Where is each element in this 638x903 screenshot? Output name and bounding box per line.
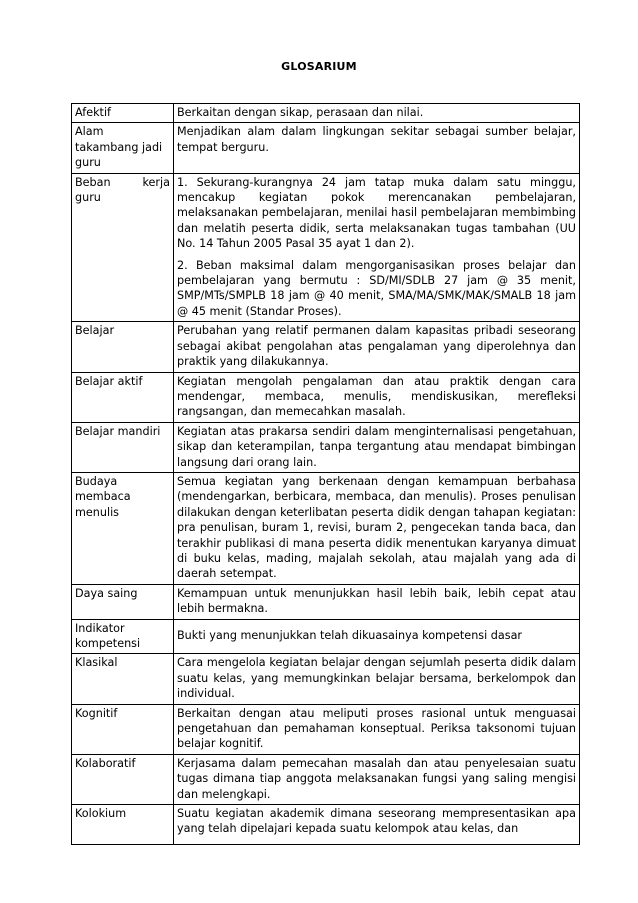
term-line [75, 175, 170, 190]
glossary-definition: Menjadikan alam dalam lingkungan sekitar sebagai sumber belajar, tempat berguru. [174, 123, 580, 173]
numbered-list [177, 175, 576, 320]
glossary-table [71, 103, 580, 845]
glossary-term: Alam takambang jadi guru [72, 123, 174, 173]
list-item-text: 1. Sekurang-kurangnya 24 jam tatap muka dalam satu minggu, mencakup kegiatan pokok merencanakan pembelajaran, melaksanakan pembelajaran, menilai hasil pembelajaran membimbing dan melatih peserta didik, serta melaksanakan tugas tambahan (UU No. 14 Tahun 2005 Pasal 35 ayat 1 dan 2). [177, 175, 576, 251]
definition-text: Suatu kegiatan akademik dimana seseorang mempresentasikan apa yang telah dipelajari kepada suatu kelompok atau kelas, dan [177, 807, 576, 836]
table-row [72, 754, 580, 804]
list-item [177, 258, 576, 320]
table-row [72, 584, 580, 619]
glossary-definition: Semua kegiatan yang berkenaan dengan kemampuan berbahasa (mendengarkan, berbicara, membaca, dan menulis). Proses penulisan dilakukan dengan keterlibatan peserta didik dengan tahapan kegiatan: pra penulisan, buram 1, revisi, buram 2, pengecekan tanda baca, dan terakhir publikasi di mana peserta didik menentukan karyanya dimuat di buku kelas, mading, majalah sekolah, atau majalah yang ada di daerah setempat. [174, 472, 580, 584]
glossary-term: Budaya membaca menulis [72, 472, 174, 584]
glossary-term: Klasikal [72, 654, 174, 704]
table-row [72, 322, 580, 372]
term-word: kerja [142, 175, 170, 189]
glossary-term: Belajar aktif [72, 372, 174, 422]
table-row [72, 422, 580, 472]
list-item-text: 2. Beban maksimal dalam mengorganisasikan proses belajar dan pembelajaran yang bermutu : SD/MI/SDLB 27 jam @ 35 menit, SMP/MTs/SMPLB 18 jam @ 40 menit, SMA/MA/SMK/MAK/SMALB 18 jam @ 45 menit (Standar Proses). [177, 258, 576, 318]
glossary-definition: Berkaitan dengan atau meliputi proses rasional untuk menguasai pengetahuan dan pemahaman konseptual. Periksa taksonomi tujuan belajar kognitif. [174, 704, 580, 754]
table-row [72, 372, 580, 422]
glossary-term [72, 173, 174, 322]
glossary-definition: Cara mengelola kegiatan belajar dengan sejumlah peserta didik dalam suatu kelas, yang memungkinkan belajar bersama, berkelompok dan individual. [174, 654, 580, 704]
list-item [177, 175, 576, 252]
glossary-definition: Bukti yang menunjukkan telah dikuasainya kompetensi dasar [174, 619, 580, 654]
table-row [72, 104, 580, 123]
term-word: Beban [75, 175, 111, 189]
table-row [72, 619, 580, 654]
glossary-term: Afektif [72, 104, 174, 123]
glossary-term: Indikator kompetensi [72, 619, 174, 654]
table-row [72, 805, 580, 845]
glossary-definition: Kerjasama dalam pemecahan masalah dan atau penyelesaian suatu tugas dimana tiap anggota melaksanakan fungsi yang saling mengisi dan melengkapi. [174, 754, 580, 804]
glossary-term: Belajar mandiri [72, 422, 174, 472]
term-word: guru [75, 191, 101, 205]
glossary-definition [174, 805, 580, 845]
glossary-term: Kolokium [72, 805, 174, 845]
table-row [72, 173, 580, 322]
table-row [72, 472, 580, 584]
glossary-term: Daya saing [72, 584, 174, 619]
page-title: GLOSARIUM [281, 60, 357, 73]
glossary-definition: Kemampuan untuk menunjukkan hasil lebih baik, lebih cepat atau lebih bermakna. [174, 584, 580, 619]
table-row [72, 654, 580, 704]
glossary-term: Kognitif [72, 704, 174, 754]
glossary-term: Kolaboratif [72, 754, 174, 804]
glossary-definition [174, 173, 580, 322]
table-row [72, 704, 580, 754]
glossary-definition: Perubahan yang relatif permanen dalam kapasitas pribadi seseorang sebagai akibat pengolahan atas pengalaman yang diperolehnya dan praktik yang dilakukannya. [174, 322, 580, 372]
table-row [72, 123, 580, 173]
glossary-definition: Kegiatan atas prakarsa sendiri dalam menginternalisasi pengetahuan, sikap dan keterampilan, tanpa tergantung atau mendapat bimbingan langsung dari orang lain. [174, 422, 580, 472]
glossary-term: Belajar [72, 322, 174, 372]
glossary-definition: Kegiatan mengolah pengalaman dan atau praktik dengan cara mendengar, membaca, menulis, mendiskusikan, merefleksi rangsangan, dan memecahkan masalah. [174, 372, 580, 422]
glossary-definition: Berkaitan dengan sikap, perasaan dan nilai. [174, 104, 580, 123]
